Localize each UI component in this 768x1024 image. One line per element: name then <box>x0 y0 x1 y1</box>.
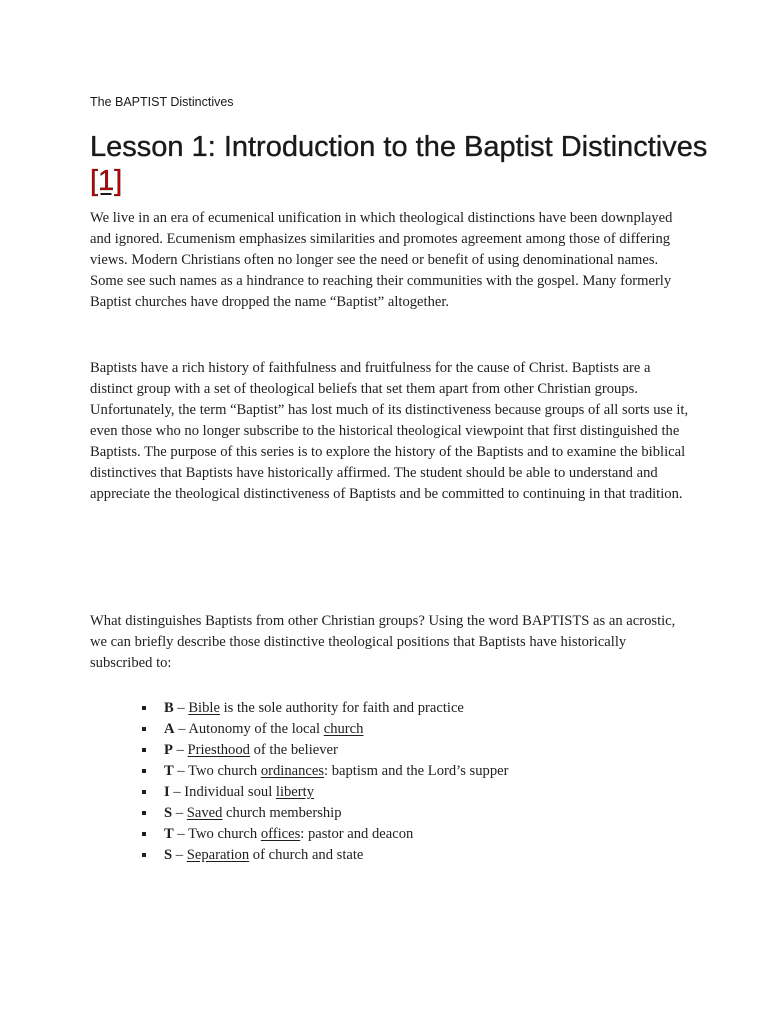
acrostic-item <box>140 845 508 866</box>
acrostic-letter: S <box>164 847 173 863</box>
acrostic-dash: – <box>172 805 187 821</box>
square-bullet-icon <box>142 706 146 710</box>
paragraph-ecumenism: We live in an era of ecumenical unification in which theological distinctions have been downplayed and ignored. Ecumenism emphasizes similarities and promotes agreement among those of differing views. Modern Christians often no longer see the need or benefit of using denominational names. Some see such names as a hindrance to reaching their communities with the gospel. Many formerly Baptist churches have dropped the name “Baptist” altogether. <box>90 210 673 310</box>
acrostic-dash: – <box>174 721 189 737</box>
acrostic-text-after: is the sole authority for faith and practice <box>219 700 464 716</box>
acrostic-keyword: Saved <box>186 805 223 821</box>
acrostic-letter: S <box>164 805 173 821</box>
acrostic-letter: I <box>164 784 170 800</box>
acrostic-text-after: of the believer <box>249 742 338 758</box>
acrostic-item <box>140 782 508 803</box>
lesson-title-text: Lesson 1: Introduction to the Baptist Distinctives <box>90 131 708 163</box>
acrostic-keyword: Separation <box>186 847 250 863</box>
square-bullet-icon <box>142 790 146 794</box>
acrostic-dash: – <box>172 847 187 863</box>
acrostic-text-after: church membership <box>222 805 342 821</box>
acrostic-letter: T <box>164 826 174 842</box>
acrostic-item <box>140 761 508 782</box>
acrostic-item <box>140 719 508 740</box>
acrostic-letter: T <box>164 763 174 779</box>
acrostic-text-before: Autonomy of the local <box>188 721 324 737</box>
acrostic-keyword: Bible <box>188 700 220 716</box>
square-bullet-icon <box>142 748 146 752</box>
square-bullet-icon <box>142 727 146 731</box>
acrostic-text-after: : baptism and the Lord’s supper <box>324 763 509 779</box>
acrostic-letter: P <box>164 742 173 758</box>
running-header: The BAPTIST Distinctives <box>90 95 234 109</box>
acrostic-text-before: Two church <box>188 826 261 842</box>
acrostic-dash: – <box>169 784 185 800</box>
acrostic-item <box>140 803 508 824</box>
acrostic-item <box>140 698 508 719</box>
acrostic-letter: B <box>164 700 174 716</box>
acrostic-keyword: ordinances <box>260 763 325 779</box>
acrostic-item <box>140 740 508 761</box>
square-bullet-icon <box>142 769 146 773</box>
acrostic-text-after: of church and state <box>249 847 364 863</box>
acrostic-keyword: offices <box>260 826 301 842</box>
lesson-title <box>90 130 710 198</box>
acrostic-text-after: : pastor and deacon <box>300 826 414 842</box>
square-bullet-icon <box>142 811 146 815</box>
acrostic-dash: – <box>173 826 189 842</box>
acrostic-text-before: Two church <box>188 763 261 779</box>
acrostic-dash: – <box>172 742 188 758</box>
acrostic-keyword: church <box>323 721 364 737</box>
footnote-reference-link[interactable]: [1] <box>90 165 123 197</box>
baptists-acrostic-list <box>140 698 508 866</box>
acrostic-keyword: Priesthood <box>187 742 250 758</box>
acrostic-letter: A <box>164 721 175 737</box>
paragraph-baptist-history: Baptists have a rich history of faithfulness and fruitfulness for the cause of Christ. Baptists are a distinct group with a set of theological beliefs that set them apart from other Christian groups. Unfortunately, the term “Baptist” has lost much of its distinctiveness because groups of all sorts use it, even those who no longer subscribe to the historical theological viewpoint that first distinguished the Baptists. The purpose of this series is to explore the history of the Baptists and to examine the biblical distinctives that Baptists have historically affirmed. The student should be able to understand and appreciate the theological distinctiveness of Baptists and be committed to continuing in that tradition. <box>90 360 689 502</box>
acrostic-dash: – <box>173 700 189 716</box>
paragraph-acrostic-intro: What distinguishes Baptists from other Christian groups? Using the word BAPTISTS as an acrostic, we can briefly describe those distinctive theological positions that Baptists have historically subscribed to: <box>90 613 676 671</box>
acrostic-item <box>140 824 508 845</box>
square-bullet-icon <box>142 853 146 857</box>
acrostic-text-before: Individual soul <box>184 784 276 800</box>
acrostic-dash: – <box>173 763 189 779</box>
square-bullet-icon <box>142 832 146 836</box>
acrostic-keyword: liberty <box>275 784 315 800</box>
